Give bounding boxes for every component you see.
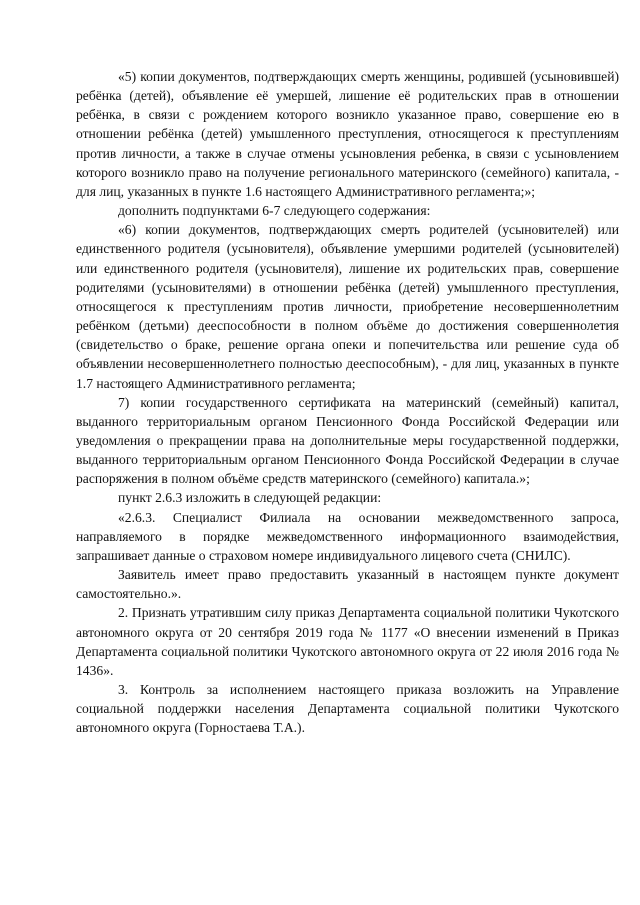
paragraph-item-7: 7) копии государственного сертификата на материнский (семейный) капитал, выданного территориальным органом Пенсионного Фонда Российской Федерации или уведомления о прекращении права на дополнительные меры государственной поддержки, выданного территориальным органом Пенсионного Фонда Российской Федерации в случае распоряжения в полном объёме средств материнского (семейного) капитала.»; [76, 394, 619, 487]
paragraph-item-6: «6) копии документов, подтверждающих смерть родителей (усыновителей) или единственного родителя (усыновителя), объявление умершими родителей (усыновителей) или единственного родителя (усыновителя), лишение их родительских прав, совершение родителями (усыновителями) в отношении ребёнка (детей) умышленного преступления, относящегося к преступлениям против личности, приобретение несовершеннолетним ребёнком (детьми) дееспособности в полном объёме до достижения совершеннолетия (свидетельство о браке, решение органа опеки и попечительства или решение суда об объявлении несовершеннолетнего полностью дееспособным), - для лиц, указанных в пункте 1.7 настоящего Административного регламента; [76, 222, 619, 391]
paragraph-supplement-intro: дополнить подпунктами 6-7 следующего содержания: [118, 203, 431, 219]
paragraph-clause-2-6-3-intro: пункт 2.6.3 изложить в следующей редакции: [118, 490, 382, 506]
paragraph-clause-2-6-3: «2.6.3. Специалист Филиала на основании межведомственного запроса, направляемого в порядке межведомственного информационного взаимодействия, запрашивает данные о страховом номере индивидуального лицевого счета (СНИЛС). [76, 509, 619, 563]
paragraph-item-5: «5) копии документов, подтверждающих смерть женщины, родившей (усыновившей) ребёнка (детей), объявление её умершей, лишение её родительских прав в отношении ребёнка, в связи с рождением которого возникло указанное право, совершение ею в отношении ребёнка (детей) умышленного преступления, относящегося к преступлениям против личности, а также в случае отмены усыновления ребенка, в связи с усыновлением которого возникло право на получение регионального материнского (семейного) капитала, - для лиц, указанных в пункте 1.6 настоящего Административного регламента;»; [76, 69, 619, 199]
paragraph-order-repeal: 2. Признать утратившим силу приказ Департамента социальной политики Чукотского автономного округа от 20 сентября 2019 года № 1177 «О внесении изменений в Приказ Департамента социальной политики Чукотского автономного округа от 22 июля 2016 года № 1436». [76, 605, 619, 678]
paragraph-applicant-right: Заявитель имеет право предоставить указанный в настоящем пункте документ самостоятельно.». [76, 567, 619, 602]
paragraph-order-control: 3. Контроль за исполнением настоящего приказа возложить на Управление социальной поддержки населения Департамента социальной политики Чукотского автономного округа (Горностаева Т.А.). [76, 682, 619, 736]
document-page [76, 67, 619, 737]
